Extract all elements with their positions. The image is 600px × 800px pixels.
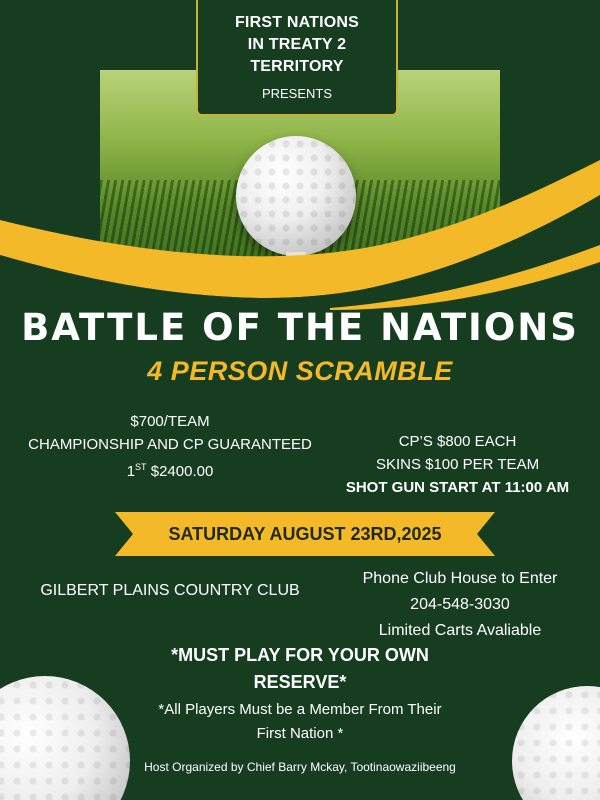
presenter-title xyxy=(198,12,396,78)
gold-wave-decoration xyxy=(0,150,600,310)
team-fee: $700/TEAM xyxy=(130,413,210,430)
pricing-right xyxy=(320,430,595,499)
event-subtitle: 4 PERSON SCRAMBLE xyxy=(147,356,453,386)
presenter-header xyxy=(196,0,398,116)
first-prize-suffix: ST xyxy=(135,462,147,472)
first-prize xyxy=(0,456,340,483)
reserve-rule xyxy=(120,642,480,696)
event-date: SATURDAY AUGUST 23RD,2025 xyxy=(168,524,442,544)
first-prize-rank: 1 xyxy=(126,463,136,480)
carts-note: Limited Carts Avaliable xyxy=(378,622,542,639)
reserve-rule-line1: *MUST PLAY FOR YOUR OWN xyxy=(171,645,429,665)
phone-number: 204-548-3030 xyxy=(410,596,510,613)
shotgun-start: SHOT GUN START AT 11:00 AM xyxy=(345,479,570,496)
member-rule xyxy=(120,698,480,746)
presenter-title-line1: FIRST NATIONS xyxy=(234,14,360,31)
venue-name: GILBERT PLAINS COUNTRY CLUB xyxy=(40,582,300,599)
phone-label: Phone Club House to Enter xyxy=(362,570,558,587)
contact-info xyxy=(335,566,585,644)
presenter-title-line3: TERRITORY xyxy=(250,58,344,75)
reserve-rule-line2: RESERVE* xyxy=(253,672,347,692)
guarantee-text: CHAMPIONSHIP AND CP GUARANTEED xyxy=(28,436,312,453)
skins-fee: SKINS $100 PER TEAM xyxy=(375,456,540,473)
first-prize-amount: $2400.00 xyxy=(146,463,214,480)
golf-ball-left-icon xyxy=(0,676,130,800)
presents-label: PRESENTS xyxy=(261,86,333,101)
pricing-left xyxy=(0,410,340,483)
cp-prize: CP’S $800 EACH xyxy=(398,433,517,450)
host-credit: Host Organized by Chief Barry Mckay, Tootinaowaziibeeng xyxy=(144,760,456,774)
golf-ball-right-icon xyxy=(512,686,600,800)
presenter-title-line2: IN TREATY 2 xyxy=(247,36,347,53)
member-rule-line2: First Nation * xyxy=(256,725,344,742)
member-rule-line1: *All Players Must be a Member From Their xyxy=(158,701,442,718)
event-title: BATTLE OF THE NATIONS xyxy=(21,306,579,349)
